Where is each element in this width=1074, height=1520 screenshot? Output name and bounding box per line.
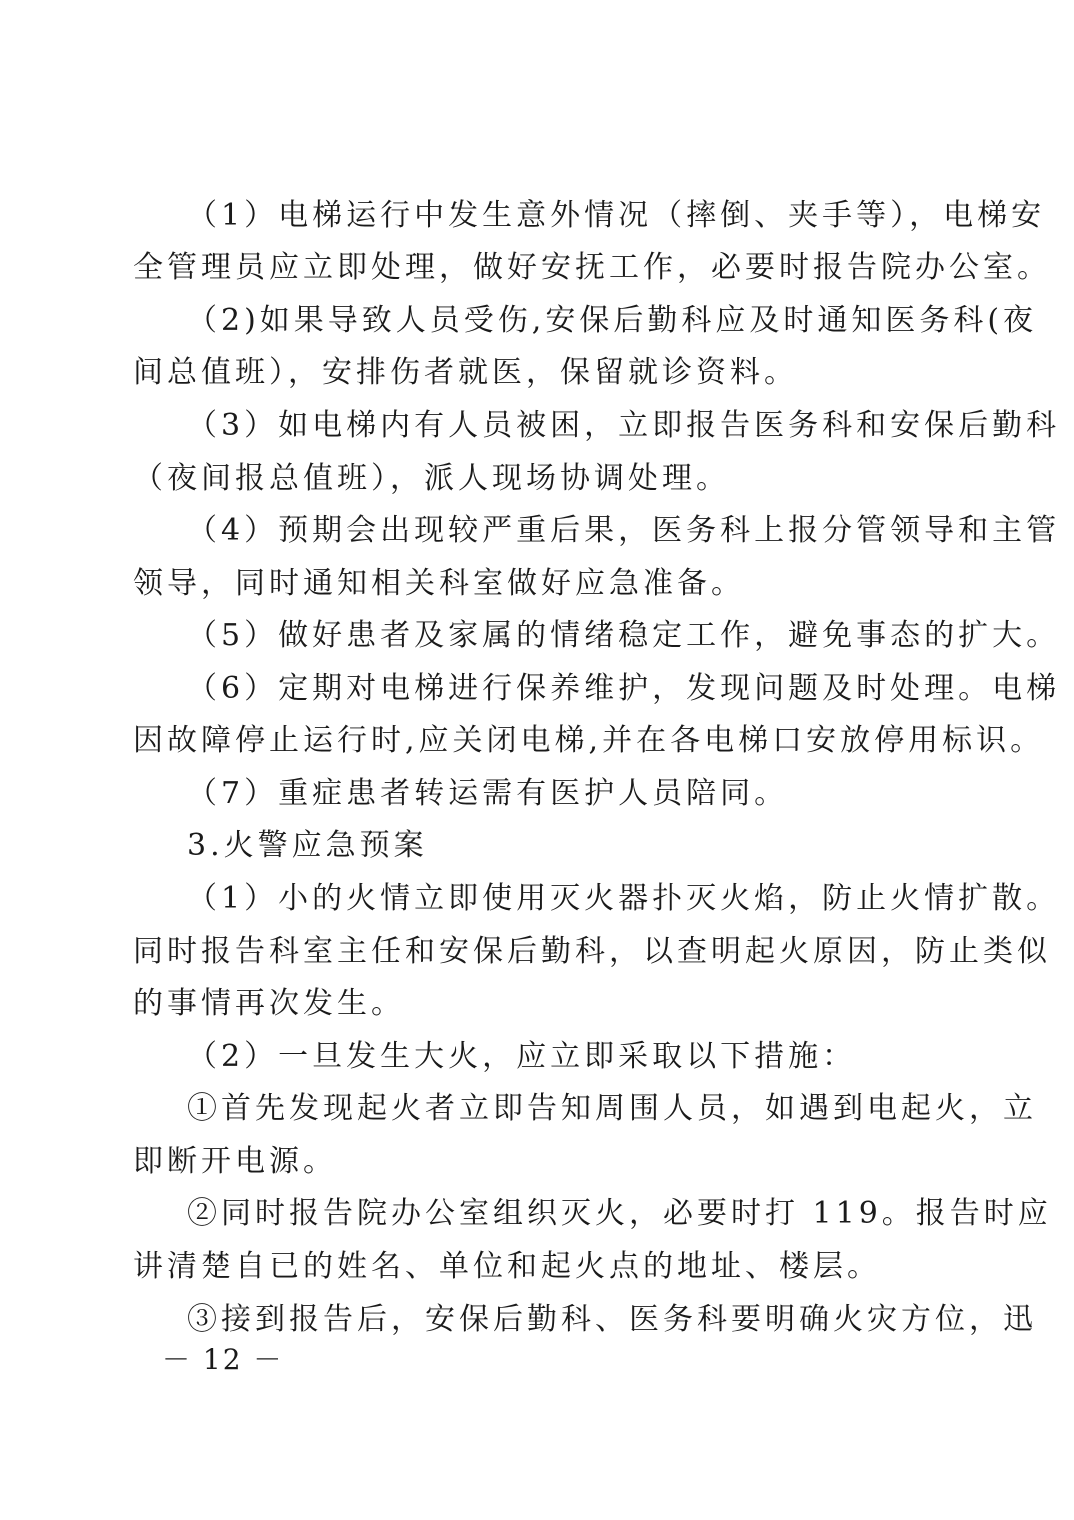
text-line: 领导，同时通知相关科室做好应急准备。 — [133, 566, 745, 601]
text-line: （3）如电梯内有人员被困，立即报告医务科和安保后勤科 — [187, 408, 1061, 443]
text-line: 讲清楚自已的姓名、单位和起火点的地址、楼层。 — [133, 1249, 881, 1284]
section-heading: 3.火警应急预案 — [187, 828, 428, 863]
text-line: 因故障停止运行时,应关闭电梯,并在各电梯口安放停用标识。 — [133, 723, 1045, 758]
text-line: （1）小的火情立即使用灭火器扑灭火焰，防止火情扩散。 — [187, 881, 1061, 916]
text-line: （7）重症患者转运需有医护人员陪同。 — [187, 776, 789, 811]
text-line: 的事情再次发生。 — [133, 986, 405, 1021]
text-line: （1）电梯运行中发生意外情况（摔倒、夹手等），电梯安 — [187, 198, 1046, 233]
text-line: 全管理员应立即处理，做好安抚工作，必要时报告院办公室。 — [133, 250, 1051, 285]
text-line: （夜间报总值班），派人现场协调处理。 — [133, 461, 730, 496]
text-line: ③接到报告后，安保后勤科、医务科要明确火灾方位，迅 — [187, 1302, 1037, 1337]
text-line: （5）做好患者及家属的情绪稳定工作，避免事态的扩大。 — [187, 618, 1061, 653]
text-line: （4）预期会出现较严重后果，医务科上报分管领导和主管 — [187, 513, 1061, 548]
text-line: 同时报告科室主任和安保后勤科，以查明起火原因，防止类似 — [133, 934, 1051, 969]
text-line: （2）一旦发生大火，应立即采取以下措施： — [187, 1039, 857, 1074]
text-line: 间总值班），安排伤者就医，保留就诊资料。 — [133, 355, 798, 390]
text-line: 即断开电源。 — [133, 1144, 337, 1179]
text-line: （6）定期对电梯进行保养维护，发现问题及时处理。电梯 — [187, 671, 1061, 706]
text-line: ①首先发现起火者立即告知周围人员，如遇到电起火，立 — [187, 1091, 1037, 1126]
text-line: （2)如果导致人员受伤,安保后勤科应及时通知医务科(夜 — [187, 303, 1038, 338]
text-line: ②同时报告院办公室组织灭火，必要时打 119。报告时应 — [187, 1196, 1052, 1231]
page-number: － 12 － — [162, 1343, 284, 1376]
